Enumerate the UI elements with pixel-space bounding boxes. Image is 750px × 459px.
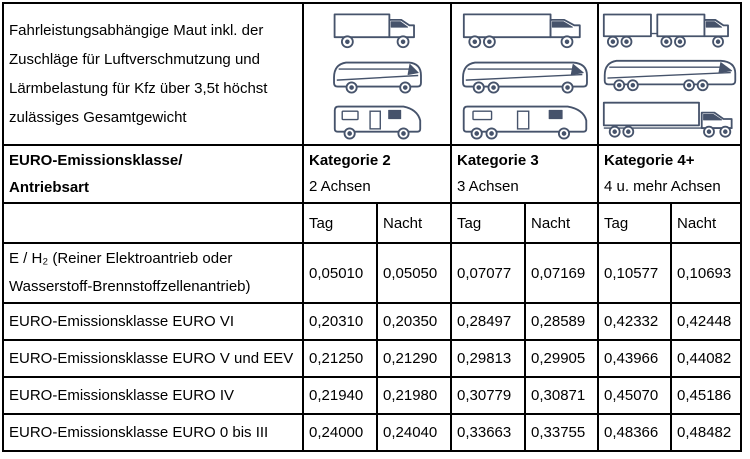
rate-cell: 0,44082 bbox=[671, 340, 741, 377]
rate-cell: 0,30871 bbox=[525, 377, 598, 414]
rate-cell: 0,10577 bbox=[598, 243, 671, 303]
emission-class-label: EURO-Emissionsklasse EURO IV bbox=[3, 377, 303, 414]
rate-cell: 0,42448 bbox=[671, 303, 741, 340]
category-3-header bbox=[451, 145, 598, 203]
night-header-cat3: Nacht bbox=[525, 203, 598, 243]
truck-with-trailer-icon bbox=[602, 8, 738, 50]
emission-class-label: EURO-Emissionsklasse EURO V und EEV bbox=[3, 340, 303, 377]
coach-bus-2-axle-icon bbox=[330, 57, 425, 94]
night-header-cat2: Nacht bbox=[377, 203, 451, 243]
rate-cell: 0,21250 bbox=[303, 340, 377, 377]
rate-cell: 0,07077 bbox=[451, 243, 525, 303]
long-coach-bus-icon bbox=[602, 55, 738, 92]
rate-cell: 0,29813 bbox=[451, 340, 525, 377]
table-row-euro-v-eev bbox=[3, 340, 741, 377]
category-4-header bbox=[598, 145, 741, 203]
rate-cell: 0,05050 bbox=[377, 243, 451, 303]
motorhome-2-axle-icon bbox=[330, 101, 425, 140]
emission-class-label: EURO-Emissionsklasse EURO 0 bis III bbox=[3, 414, 303, 451]
rate-cell: 0,33663 bbox=[451, 414, 525, 451]
box-truck-2-axle-icon bbox=[330, 8, 425, 50]
rate-cell: 0,43966 bbox=[598, 340, 671, 377]
day-header-cat2: Tag bbox=[303, 203, 377, 243]
rate-cell: 0,21290 bbox=[377, 340, 451, 377]
rate-cell: 0,45186 bbox=[671, 377, 741, 414]
rate-cell: 0,24040 bbox=[377, 414, 451, 451]
rate-cell: 0,28589 bbox=[525, 303, 598, 340]
empty-corner-cell bbox=[3, 203, 303, 243]
category-name: Kategorie 4+ bbox=[604, 152, 695, 169]
rate-cell: 0,10693 bbox=[671, 243, 741, 303]
row-header-line2: Antriebsart bbox=[9, 179, 90, 196]
rate-cell: 0,48366 bbox=[598, 414, 671, 451]
rate-cell: 0,05010 bbox=[303, 243, 377, 303]
rate-cell: 0,42332 bbox=[598, 303, 671, 340]
row-header-line1: EURO-Emissionsklasse/ bbox=[9, 152, 183, 169]
emission-class-label: E / H₂ (Reiner Elektroantrieb oder Wasserstoff-Brennstoffzellenantrieb) bbox=[3, 243, 303, 303]
rate-cell: 0,07169 bbox=[525, 243, 598, 303]
rate-cell: 0,24000 bbox=[303, 414, 377, 451]
rate-cell: 0,45070 bbox=[598, 377, 671, 414]
table-row-euro-iv bbox=[3, 377, 741, 414]
table-row-euro-vi bbox=[3, 303, 741, 340]
table-row-euro-0-iii bbox=[3, 414, 741, 451]
motorhome-3-axle-icon bbox=[460, 101, 590, 140]
vehicle-icon-stack bbox=[457, 5, 592, 143]
rate-cell: 0,20310 bbox=[303, 303, 377, 340]
category-axles: 2 Achsen bbox=[309, 178, 371, 195]
category-axles: 3 Achsen bbox=[457, 178, 519, 195]
row-header-emission-class bbox=[3, 145, 303, 203]
box-truck-3-axle-icon bbox=[460, 8, 590, 50]
semitrailer-truck-icon bbox=[602, 98, 738, 140]
vehicle-icon-stack bbox=[309, 5, 445, 143]
category-4-vehicle-icons bbox=[598, 3, 741, 145]
rate-cell: 0,48482 bbox=[671, 414, 741, 451]
category-name: Kategorie 2 bbox=[309, 152, 391, 169]
category-2-vehicle-icons bbox=[303, 3, 451, 145]
category-axles: 4 u. mehr Achsen bbox=[604, 178, 721, 195]
rate-cell: 0,21980 bbox=[377, 377, 451, 414]
vehicle-icons-row bbox=[3, 3, 741, 145]
vehicle-icon-stack bbox=[604, 5, 735, 143]
toll-rates-table bbox=[2, 2, 742, 452]
rate-cell: 0,33755 bbox=[525, 414, 598, 451]
maut-description: Fahrleistungsabhängige Maut inkl. der Zuschläge für Luftverschmutzung und Lärmbelastung für Kfz über 3,5t höchst zulässiges Gesamtgewicht bbox=[3, 3, 303, 145]
night-header-cat4: Nacht bbox=[671, 203, 741, 243]
category-2-header bbox=[303, 145, 451, 203]
day-header-cat4: Tag bbox=[598, 203, 671, 243]
rate-cell: 0,28497 bbox=[451, 303, 525, 340]
coach-bus-3-axle-icon bbox=[460, 57, 590, 94]
category-header-row bbox=[3, 145, 741, 203]
emission-class-label: EURO-Emissionsklasse EURO VI bbox=[3, 303, 303, 340]
rate-cell: 0,30779 bbox=[451, 377, 525, 414]
category-3-vehicle-icons bbox=[451, 3, 598, 145]
day-header-cat3: Tag bbox=[451, 203, 525, 243]
rate-cell: 0,21940 bbox=[303, 377, 377, 414]
category-name: Kategorie 3 bbox=[457, 152, 539, 169]
rate-cell: 0,29905 bbox=[525, 340, 598, 377]
rate-cell: 0,20350 bbox=[377, 303, 451, 340]
table-row-electric-hydrogen bbox=[3, 243, 741, 303]
time-header-row bbox=[3, 203, 741, 243]
